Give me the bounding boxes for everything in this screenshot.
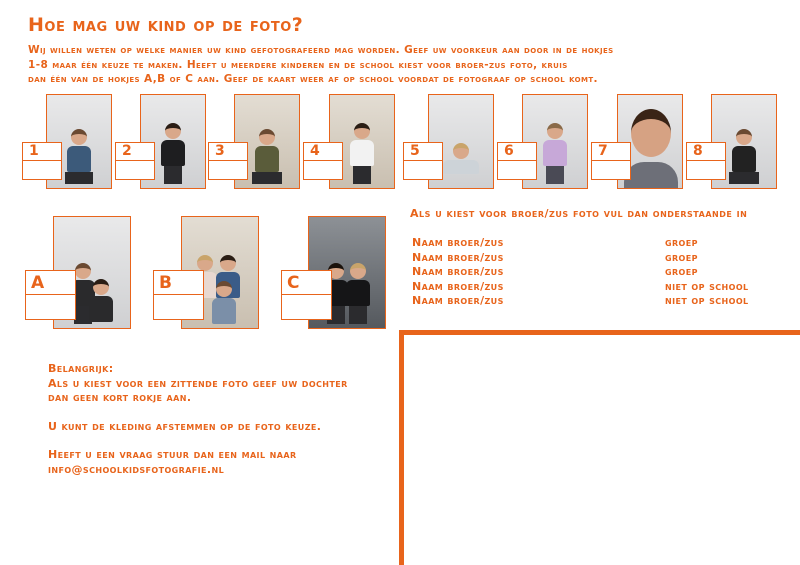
checkbox-option-1[interactable]: 1	[22, 142, 62, 180]
child-figure	[89, 279, 113, 322]
contact-note: Heeft u een vraag stuur dan een mail naar	[48, 448, 297, 461]
important-line: Als u kiest voor een zittende foto geef uw dochter	[48, 376, 348, 390]
child-figure	[350, 123, 374, 184]
checkbox-option-5[interactable]: 5	[403, 142, 443, 180]
page-title: Hoe mag uw kind op de foto?	[28, 14, 304, 36]
address-frame-top-border	[399, 330, 800, 335]
portrait-shoulders	[624, 162, 678, 188]
sibling-group-field[interactable]: groep	[665, 236, 698, 249]
sibling-name-field[interactable]: Naam broer/zus	[412, 294, 504, 307]
child-figure	[443, 143, 479, 174]
child-figure	[543, 123, 567, 184]
sibling-heading: Als u kiest voor broer/zus foto vul dan onderstaande in	[410, 207, 748, 220]
contact-email[interactable]: info@schoolkidsfotografie.nl	[48, 462, 225, 476]
checkbox-option-c[interactable]: C	[281, 270, 332, 320]
checkbox-option-a[interactable]: A	[25, 270, 76, 320]
instructions	[28, 43, 778, 87]
important-line: dan geen kort rokje aan.	[48, 391, 192, 404]
portrait-face	[631, 109, 671, 157]
sibling-name-field[interactable]: Naam broer/zus	[412, 236, 504, 249]
checkbox-option-6[interactable]: 6	[497, 142, 537, 180]
child-figure	[729, 129, 759, 184]
sibling-name-field[interactable]: Naam broer/zus	[412, 251, 504, 264]
sibling-name-field[interactable]: Naam broer/zus	[412, 280, 504, 293]
checkbox-option-7[interactable]: 7	[591, 142, 631, 180]
address-frame-left-border	[399, 330, 404, 565]
instruction-line: 1-8 maar één keuze te maken. Heeft u meerdere kinderen en de school kiest voor broer-zus foto, kruis	[28, 58, 568, 71]
clothing-note: U kunt de kleding afstemmen op de foto keuze.	[48, 419, 322, 433]
child-figure	[212, 281, 236, 324]
child-figure	[346, 263, 370, 324]
checkbox-option-b[interactable]: B	[153, 270, 204, 320]
sibling-name-field[interactable]: Naam broer/zus	[412, 265, 504, 278]
important-label: Belangrijk:	[48, 362, 114, 375]
sibling-group-field[interactable]: groep	[665, 251, 698, 264]
child-figure	[65, 129, 93, 184]
instruction-line: Wij willen weten op welke manier uw kind gefotografeerd mag worden. Geef uw voorkeur aan door in de hokjes	[28, 44, 614, 56]
important-notes	[48, 362, 348, 491]
instruction-line: dan één van de hokjes A,B of C aan. Geef de kaart weer af op school voordat de fotograaf op school komt.	[28, 73, 598, 85]
checkbox-option-4[interactable]: 4	[303, 142, 343, 180]
child-figure	[252, 129, 282, 184]
child-figure	[161, 123, 185, 184]
checkbox-option-8[interactable]: 8	[686, 142, 726, 180]
sibling-group-field[interactable]: groep	[665, 265, 698, 278]
checkbox-option-2[interactable]: 2	[115, 142, 155, 180]
sibling-not-at-school-field[interactable]: niet op school	[665, 280, 749, 293]
checkbox-option-3[interactable]: 3	[208, 142, 248, 180]
sibling-not-at-school-field[interactable]: niet op school	[665, 294, 749, 307]
